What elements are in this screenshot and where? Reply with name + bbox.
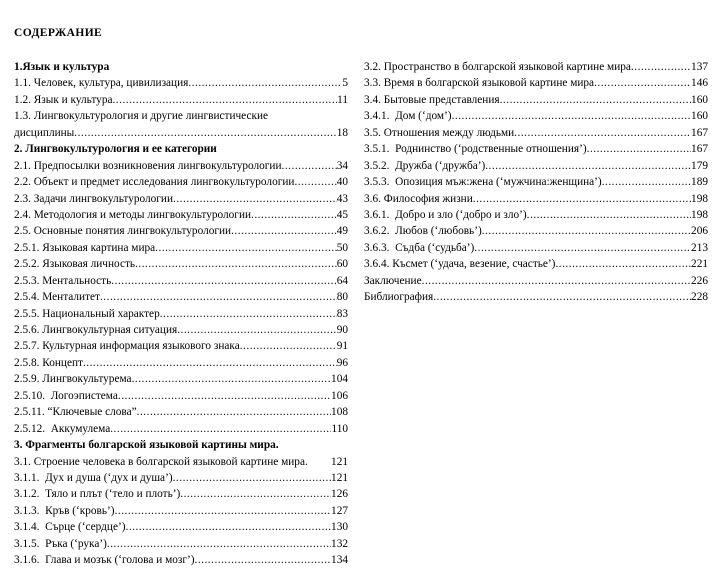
toc-entry-label: 3.3. Время в болгарской языковой картине мира bbox=[364, 77, 595, 90]
toc-entry bbox=[364, 240, 708, 256]
toc-entry bbox=[14, 92, 348, 108]
toc-entry-page-number: 50 bbox=[336, 241, 348, 254]
toc-leader-dots bbox=[126, 519, 332, 535]
toc-entry bbox=[14, 388, 348, 404]
toc-leader-dots bbox=[602, 174, 691, 190]
toc-entry-page-number: 134 bbox=[331, 554, 348, 567]
toc-leader-dots bbox=[177, 322, 337, 338]
toc-entry-page-number: 5 bbox=[342, 77, 348, 90]
toc-entry-label: 3.1.5. Ръка (‘рука’) bbox=[14, 537, 107, 550]
toc-entry bbox=[14, 371, 348, 387]
toc-leader-dots bbox=[594, 75, 691, 91]
toc-entry-page-number: 179 bbox=[691, 159, 708, 172]
toc-leader-dots bbox=[294, 174, 336, 190]
toc-leader-dots bbox=[173, 470, 331, 486]
toc-entry-label: 1.Язык и культура bbox=[14, 61, 110, 73]
toc-leader-dots bbox=[240, 338, 337, 354]
toc-entry-page-number: 121 bbox=[331, 455, 348, 468]
toc-leader-dots bbox=[452, 108, 691, 124]
toc-entry bbox=[364, 141, 708, 157]
toc-entry-label: 2.3. Задачи лингвокультурологии bbox=[14, 192, 174, 205]
toc-leader-dots bbox=[118, 388, 331, 404]
toc-entry-page-number: 189 bbox=[691, 176, 708, 189]
toc-entry-label: 2.5.10. Логоэпистема bbox=[14, 389, 118, 402]
toc-entry bbox=[14, 404, 348, 420]
toc-leader-dots bbox=[112, 92, 337, 108]
toc-entry bbox=[364, 75, 708, 91]
toc-entry bbox=[14, 141, 348, 157]
toc-entry-label: 2.5. Основные понятия лингвокультурологии bbox=[14, 225, 232, 238]
toc-entry bbox=[364, 59, 708, 75]
toc-entry-page-number: 167 bbox=[691, 143, 708, 156]
toc-entry-label: 3.5. Отношения между людьми bbox=[364, 126, 515, 139]
toc-leader-dots bbox=[107, 536, 331, 552]
toc-leader-dots bbox=[527, 207, 691, 223]
toc-entry bbox=[364, 92, 708, 108]
toc-leader-dots bbox=[132, 371, 331, 387]
toc-entry-label: 2. Лингвокультурология и ее категории bbox=[14, 143, 217, 156]
toc-entry bbox=[364, 256, 708, 272]
toc-leader-dots bbox=[231, 223, 337, 239]
toc-entry-page-number: 49 bbox=[336, 225, 348, 238]
toc-entry-page-number: 18 bbox=[336, 126, 348, 139]
toc-entry bbox=[364, 158, 708, 174]
toc-entry-label: 3.4.1. Дом (‘дом’) bbox=[364, 110, 452, 123]
toc-entry bbox=[14, 519, 348, 535]
toc-column-right bbox=[364, 59, 708, 306]
toc-leader-dots bbox=[500, 92, 691, 108]
toc-entry bbox=[14, 503, 348, 519]
toc-entry-label: 3.1.6. Глава и мозък (‘голова и мозг’) bbox=[14, 554, 195, 567]
toc-entry-label: 2.5.5. Национальный характер bbox=[14, 307, 160, 320]
toc-entry-page-number: 160 bbox=[691, 110, 708, 123]
toc-entry-label: 3. Фрагменты болгарской языковой картины мира. bbox=[14, 439, 279, 452]
toc-entry-label: 3.1.2. Тяло и плът (‘тело и плоть’) bbox=[14, 488, 181, 501]
toc-entry-label: 3.6.3. Съдба (‘судьба’) bbox=[364, 241, 475, 254]
toc-entry-label: 3.6.4. Късмет (‘удача, везение, счастье’) bbox=[364, 258, 556, 271]
toc-leader-dots bbox=[251, 207, 337, 223]
toc-leader-dots bbox=[482, 223, 691, 239]
toc-entry-label: 3.5.3. Опозиция мъж:жена (‘мужчина:женщина’) bbox=[364, 176, 602, 189]
toc-leader-dots bbox=[111, 273, 336, 289]
toc-leader-dots bbox=[74, 125, 336, 141]
toc-leader-dots bbox=[115, 503, 331, 519]
toc-entry-page-number: 127 bbox=[331, 504, 348, 517]
toc-leader-dots bbox=[631, 59, 691, 75]
toc-entry bbox=[364, 125, 708, 141]
toc-entry-page-number: 104 bbox=[331, 373, 348, 386]
toc-entry bbox=[14, 552, 348, 568]
toc-entry bbox=[14, 191, 348, 207]
toc-entry bbox=[14, 125, 348, 141]
toc-entry-label: 3.5.2. Дружба (‘дружба’) bbox=[364, 159, 486, 172]
toc-entry-page-number: 228 bbox=[691, 291, 708, 304]
toc-entry-label: 3.1.4. Сърце (‘сердце’) bbox=[14, 521, 126, 534]
toc-entry-label: 2.5.11. “Ключевые слова” bbox=[14, 406, 137, 419]
toc-entry-page-number: 45 bbox=[336, 208, 348, 221]
toc-entry bbox=[364, 108, 708, 124]
toc-leader-dots bbox=[160, 306, 337, 322]
toc-entry-page-number: 96 bbox=[336, 356, 348, 369]
toc-entry-page-number: 126 bbox=[331, 488, 348, 501]
toc-entry-page-number: 121 bbox=[331, 471, 348, 484]
toc-entry-page-number: 167 bbox=[691, 126, 708, 139]
toc-entry bbox=[14, 421, 348, 437]
toc-entry-label: Заключение bbox=[364, 274, 422, 287]
toc-leader-dots bbox=[188, 75, 342, 91]
toc-entry bbox=[14, 322, 348, 338]
toc-entry-label: 2.5.6. Лингвокультурная ситуация bbox=[14, 324, 178, 336]
toc-entry-label: 2.4. Методология и методы лингвокультурологии bbox=[14, 208, 252, 221]
toc-entry-label: 3.1. Строение человека в болгарской языковой картине мира. bbox=[14, 455, 308, 468]
toc-entry-label: 3.6.1. Добро и зло (‘добро и зло’) bbox=[364, 208, 527, 221]
toc-entry-label: 3.6.2. Любов (‘любовь’) bbox=[364, 225, 482, 238]
toc-entry bbox=[14, 355, 348, 371]
toc-entry-label: 3.1.1. Дух и душа (‘дух и душа’) bbox=[14, 471, 173, 484]
toc-entry-page-number: 91 bbox=[336, 340, 348, 353]
toc-entry bbox=[364, 174, 708, 190]
toc-entry bbox=[14, 289, 348, 305]
toc-leader-dots bbox=[100, 289, 337, 305]
toc-entry-label: 2.5.7. Культурная информация языкового знака bbox=[14, 340, 240, 353]
toc-entry bbox=[364, 273, 708, 289]
toc-entry-page-number: 80 bbox=[336, 291, 348, 304]
toc-leader-dots bbox=[180, 486, 331, 502]
toc-entry bbox=[14, 174, 348, 190]
toc-entry-label: 3.1.3. Кръв (‘кровь’) bbox=[14, 504, 115, 517]
toc-entry-label: Библиография bbox=[364, 291, 434, 304]
toc-entry bbox=[14, 59, 348, 75]
toc-entry-label: 1.2. Язык и культура bbox=[14, 93, 113, 106]
toc-entry bbox=[14, 158, 348, 174]
toc-entry-label: 1.1. Человек, культура, цивилизация bbox=[14, 77, 189, 90]
toc-leader-dots bbox=[433, 289, 691, 305]
toc-leader-dots bbox=[555, 256, 691, 272]
toc-leader-dots bbox=[195, 552, 332, 568]
toc-entry-page-number: 198 bbox=[691, 208, 708, 221]
toc-entry-page-number: 198 bbox=[691, 192, 708, 205]
toc-entry-label: 2.5.12. Аккумулема bbox=[14, 422, 111, 435]
toc-entry bbox=[14, 536, 348, 552]
toc-entry bbox=[14, 108, 348, 124]
toc-leader-dots bbox=[514, 125, 691, 141]
toc-entry-page-number: 83 bbox=[336, 307, 348, 320]
toc-entry bbox=[14, 338, 348, 354]
toc-entry-label: 2.5.3. Ментальность bbox=[14, 274, 112, 287]
toc-leader-dots bbox=[173, 191, 337, 207]
toc-entry-page-number: 130 bbox=[331, 521, 348, 534]
toc-entry-label: 3.4. Бытовые представления bbox=[364, 93, 500, 106]
toc-entry bbox=[14, 256, 348, 272]
toc-entry-page-number: 137 bbox=[691, 61, 708, 73]
toc-entry-label: 2.5.1. Языковая картина мира bbox=[14, 241, 156, 254]
toc-entry-label: 3.6. Философия жизни bbox=[364, 192, 473, 205]
toc-leader-dots bbox=[587, 141, 691, 157]
toc-entry bbox=[14, 486, 348, 502]
toc-entry-label: 1.3. Лингвокультурология и другие лингвистические bbox=[14, 110, 269, 123]
toc-entry bbox=[14, 273, 348, 289]
toc-entry bbox=[364, 207, 708, 223]
toc-entry bbox=[14, 470, 348, 486]
toc-entry-label: 2.2. Объект и предмет исследования лингвокультурологии bbox=[14, 176, 295, 189]
toc-entry bbox=[14, 437, 348, 453]
toc-entry-page-number: 90 bbox=[336, 324, 348, 336]
toc-leader-dots bbox=[485, 158, 691, 174]
page-title: СОДЕРЖАНИЕ bbox=[14, 27, 103, 39]
toc-entry bbox=[364, 191, 708, 207]
toc-entry bbox=[14, 207, 348, 223]
toc-entry-label: 3.5.1. Роднинство (‘родственные отношения’) bbox=[364, 143, 587, 156]
toc-entry-page-number: 221 bbox=[691, 258, 708, 271]
toc-leader-dots bbox=[473, 191, 691, 207]
toc-leader-dots bbox=[137, 404, 331, 420]
toc-leader-dots bbox=[83, 355, 337, 371]
toc-entry-page-number: 40 bbox=[336, 176, 348, 189]
toc-entry bbox=[14, 240, 348, 256]
toc-leader-dots bbox=[155, 240, 337, 256]
toc-entry-label: 3.2. Пространство в болгарской языковой картине мира bbox=[364, 61, 631, 73]
toc-entry bbox=[14, 306, 348, 322]
toc-entry-page-number: 206 bbox=[691, 225, 708, 238]
toc-entry bbox=[364, 289, 708, 305]
toc-entry-label: 2.1. Предпосылки возникновения лингвокультурологии bbox=[14, 159, 282, 172]
toc-entry-page-number: 106 bbox=[331, 389, 348, 402]
toc-entry-page-number: 160 bbox=[691, 93, 708, 106]
toc-entry-page-number: 64 bbox=[336, 274, 348, 287]
toc-entry bbox=[14, 454, 348, 470]
toc-entry-label: 2.5.4. Менталитет bbox=[14, 291, 100, 304]
toc-entry-page-number: 226 bbox=[691, 274, 708, 287]
toc-entry-page-number: 146 bbox=[691, 77, 708, 90]
toc-leader-dots bbox=[135, 256, 337, 272]
toc-leader-dots bbox=[474, 240, 691, 256]
toc-entry-page-number: 11 bbox=[337, 93, 348, 106]
toc-entry-label: 2.5.8. Концепт bbox=[14, 356, 83, 369]
toc-entry-label: дисциплины bbox=[14, 126, 75, 139]
toc-entry-page-number: 108 bbox=[331, 406, 348, 419]
toc-entry-label: 2.5.2. Языковая личность bbox=[14, 258, 136, 271]
toc-leader-dots bbox=[110, 421, 331, 437]
toc-leader-dots bbox=[422, 273, 691, 289]
toc-entry-page-number: 43 bbox=[336, 192, 348, 205]
toc-column-left bbox=[14, 59, 348, 569]
toc-entry-page-number: 60 bbox=[336, 258, 348, 271]
toc-entry-page-number: 110 bbox=[331, 422, 348, 435]
toc-entry bbox=[14, 75, 348, 91]
toc-entry-page-number: 132 bbox=[331, 537, 348, 550]
toc-entry bbox=[14, 223, 348, 239]
toc-entry-page-number: 213 bbox=[691, 241, 708, 254]
toc-entry-page-number: 34 bbox=[336, 159, 348, 172]
toc-entry-label: 2.5.9. Лингвокультурема bbox=[14, 373, 132, 386]
toc-entry bbox=[364, 223, 708, 239]
toc-leader-dots bbox=[282, 158, 337, 174]
